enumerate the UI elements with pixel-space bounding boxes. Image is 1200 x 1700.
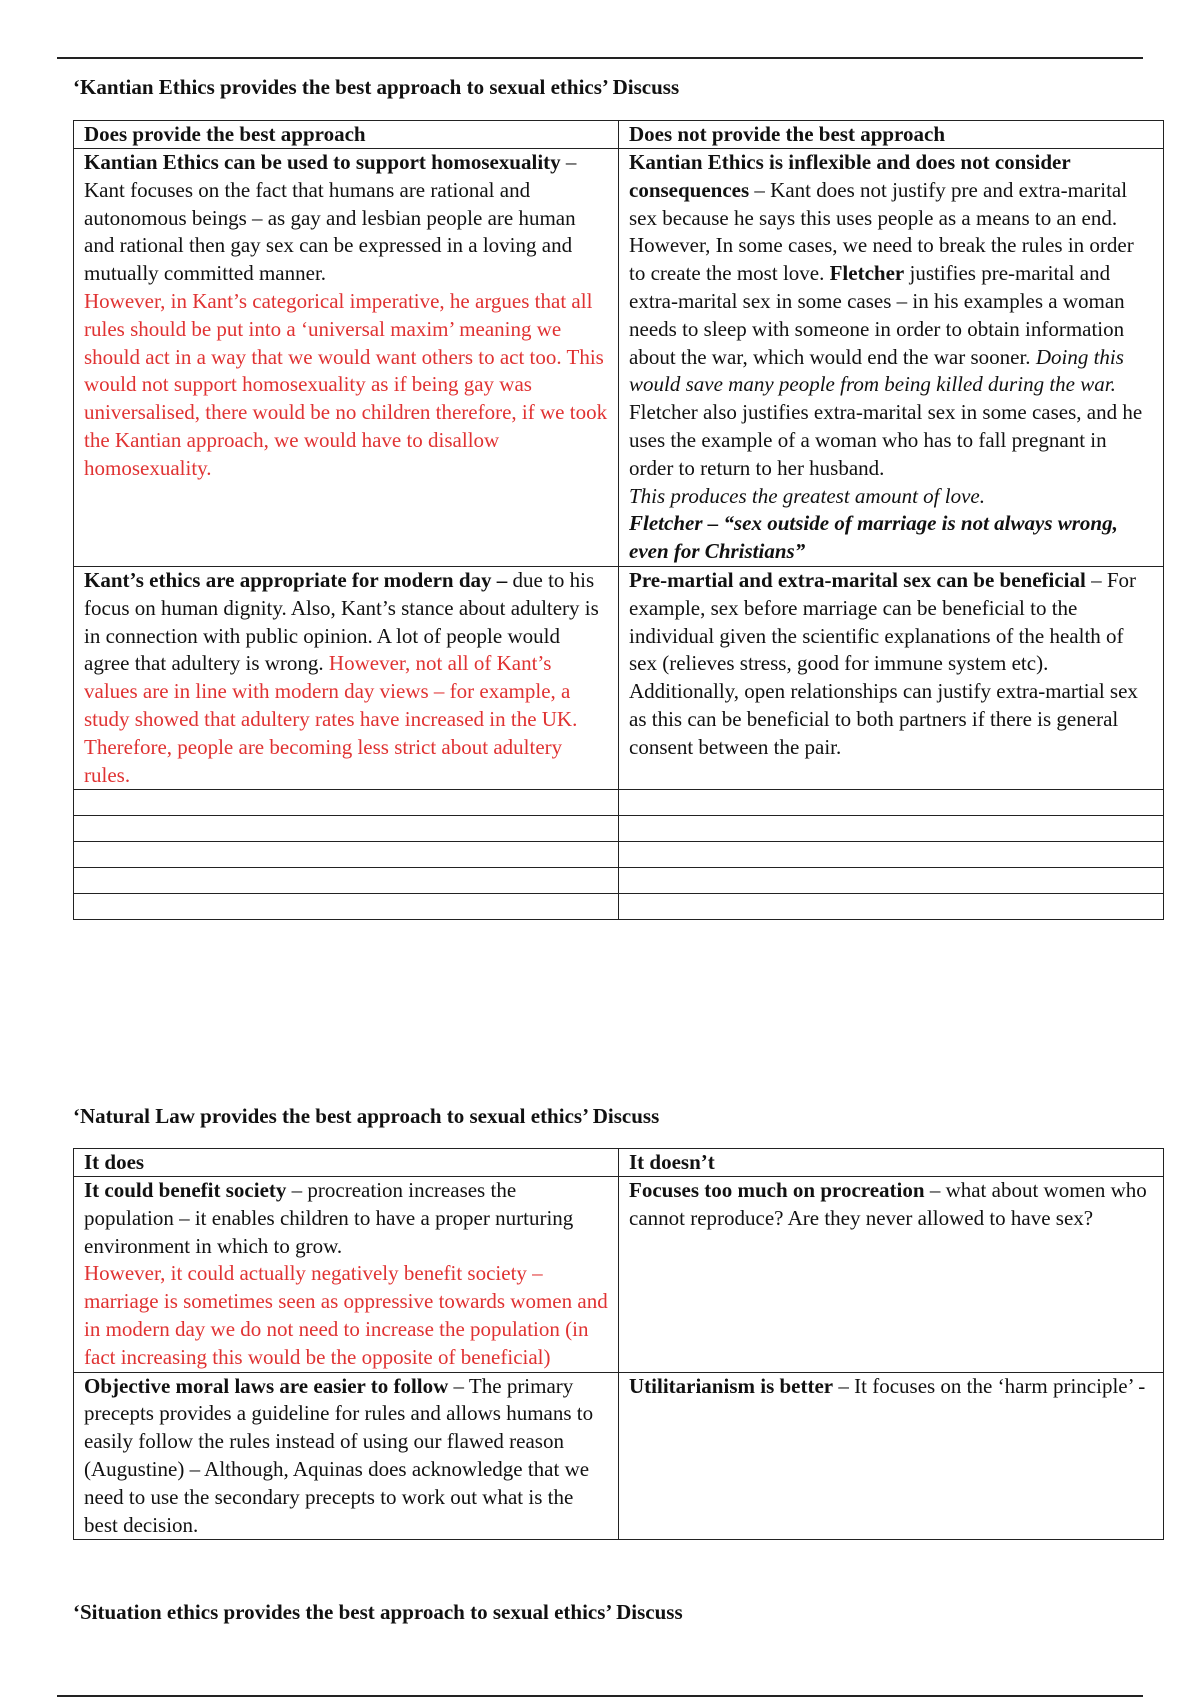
empty-row: [74, 842, 1164, 868]
point-title: Objective moral laws are easier to follow: [84, 1373, 449, 1398]
point-title: Kantian Ethics is inflexible and does not consider consequences: [629, 150, 1071, 202]
point-text: – Kant focuses on the fact that humans are rational and autonomous beings – as gay and lesbian people are human and rational then gay sex can be expressed in a loving and mutually committed manner.: [84, 150, 577, 286]
kant-row1-for-cell: [74, 149, 619, 567]
natural-law-table: [73, 1148, 1164, 1540]
point-text: due to his focus on human dignity. Also, Kant’s stance about adultery is in connection with public opinion. A lot of people would agree that adultery is wrong.: [84, 567, 599, 676]
evaluation-text: This produces the greatest amount of love.: [629, 483, 985, 508]
point-title: Focuses too much on procreation: [629, 1178, 925, 1202]
counter-argument: However, not all of Kant’s values are in line with modern day views – for example, a study showed that adultery rates have increased in the UK. Therefore, people are becoming less strict about adultery rules.: [84, 651, 578, 787]
kant-heading: ‘Kantian Ethics provides the best approach to sexual ethics’ Discuss: [73, 75, 680, 99]
point-title: Kantian Ethics can be used to support homosexuality: [84, 150, 561, 174]
point-text: – procreation increases the population – it enables children to have a proper nurturing environment in which to grow.: [84, 1178, 574, 1258]
empty-cell: [619, 816, 1164, 842]
natural-law-header-row: [74, 1149, 1164, 1177]
natural-law-row1-against-cell: [619, 1177, 1164, 1373]
point-text: – It focuses on the ‘harm principle’ -: [833, 1373, 1146, 1398]
quote-text: Fletcher – “sex outside of marriage is not always wrong, even for Christians”: [629, 511, 1118, 564]
point-text: Fletcher also justifies extra-marital sex in some cases, and he uses the example of a woman who has to fall pregnant in order to return to her husband.: [629, 400, 1143, 480]
counter-argument: However, in Kant’s categorical imperative, he argues that all rules should be put into a ‘universal maxim’ meaning we should act in a way that we would want others to act too. This would not support homosexuality as if being gay was universalised, there would be no children therefore, if we took the Kantian approach, we would have to disallow homosexuality.: [84, 288, 608, 480]
natural-law-row2-against-cell: [619, 1372, 1164, 1540]
empty-row: [74, 816, 1164, 842]
point-title: It could benefit society: [84, 1178, 287, 1202]
scholar-name: Fletcher: [829, 261, 905, 286]
empty-cell: [619, 842, 1164, 868]
point-text: justifies pre-marital and extra-marital sex in some cases – in his examples a woman needs to sleep with someone in order to obtain information about the war, which would end the war sooner.: [629, 261, 1125, 369]
empty-cell: [74, 816, 619, 842]
point-title: Utilitarianism is better: [629, 1373, 834, 1398]
empty-cell: [619, 894, 1164, 920]
natural-law-heading: ‘Natural Law provides the best approach to sexual ethics’ Discuss: [73, 1104, 660, 1128]
point-title: Kant’s ethics are appropriate for modern day –: [84, 567, 508, 592]
empty-row: [74, 894, 1164, 920]
point-text: Additionally, open relationships can justify extra-martial sex as this can be beneficial to both partners if there is general consent between the pair.: [629, 679, 1138, 759]
empty-cell: [74, 868, 619, 894]
natural-law-header-for: It does: [74, 1149, 619, 1177]
point-text: – Kant does not justify pre and extra-marital sex because he says this uses people as a means to an end. However, In some cases, we need to break the rules in order to create the most love.: [629, 177, 1134, 286]
top-rule: [57, 57, 1143, 59]
situation-ethics-heading: ‘Situation ethics provides the best approach to sexual ethics’ Discuss: [73, 1600, 683, 1624]
empty-row: [74, 790, 1164, 816]
empty-cell: [74, 790, 619, 816]
evaluation-text: Doing this would save many people from being killed during the war.: [629, 344, 1124, 397]
kant-table: [73, 120, 1164, 920]
natural-law-row-2: [74, 1372, 1164, 1540]
empty-cell: [619, 790, 1164, 816]
point-text: – For example, sex before marriage can be beneficial to the individual given the scientific explanations of the health of sex (relieves stress, good for immune system etc).: [629, 567, 1137, 676]
kant-header-against: Does not provide the best approach: [619, 121, 1164, 149]
empty-cell: [619, 868, 1164, 894]
natural-law-header-against: It doesn’t: [619, 1149, 1164, 1177]
natural-law-row-1: [74, 1177, 1164, 1373]
kant-row-2: [74, 566, 1164, 789]
kant-row2-against-cell: [619, 566, 1164, 789]
point-text: – what about women who cannot reproduce? Are they never allowed to have sex?: [629, 1178, 1147, 1230]
kant-row1-against-cell: [619, 149, 1164, 567]
kant-header-for: Does provide the best approach: [74, 121, 619, 149]
kant-row2-for-cell: [74, 566, 619, 789]
empty-row: [74, 868, 1164, 894]
counter-argument: However, it could actually negatively benefit society – marriage is sometimes seen as oppressive towards women and in modern day we do not need to increase the population (in fact increasing this would be the opposite of beneficial): [84, 1261, 608, 1369]
empty-cell: [74, 894, 619, 920]
natural-law-row2-for-cell: [74, 1372, 619, 1540]
empty-cell: [74, 842, 619, 868]
kant-row-1: [74, 149, 1164, 567]
point-text: – The primary precepts provides a guideline for rules and allows humans to easily follow the rules instead of using our flawed reason (Augustine) – Although, Aquinas does acknowledge that we need to use the secondary precepts to work out what is the best decision.: [84, 1373, 594, 1537]
kant-header-row: [74, 121, 1164, 149]
natural-law-row1-for-cell: [74, 1177, 619, 1373]
bottom-rule: [57, 1695, 1143, 1697]
point-title: Pre-martial and extra-marital sex can be beneficial: [629, 567, 1086, 592]
